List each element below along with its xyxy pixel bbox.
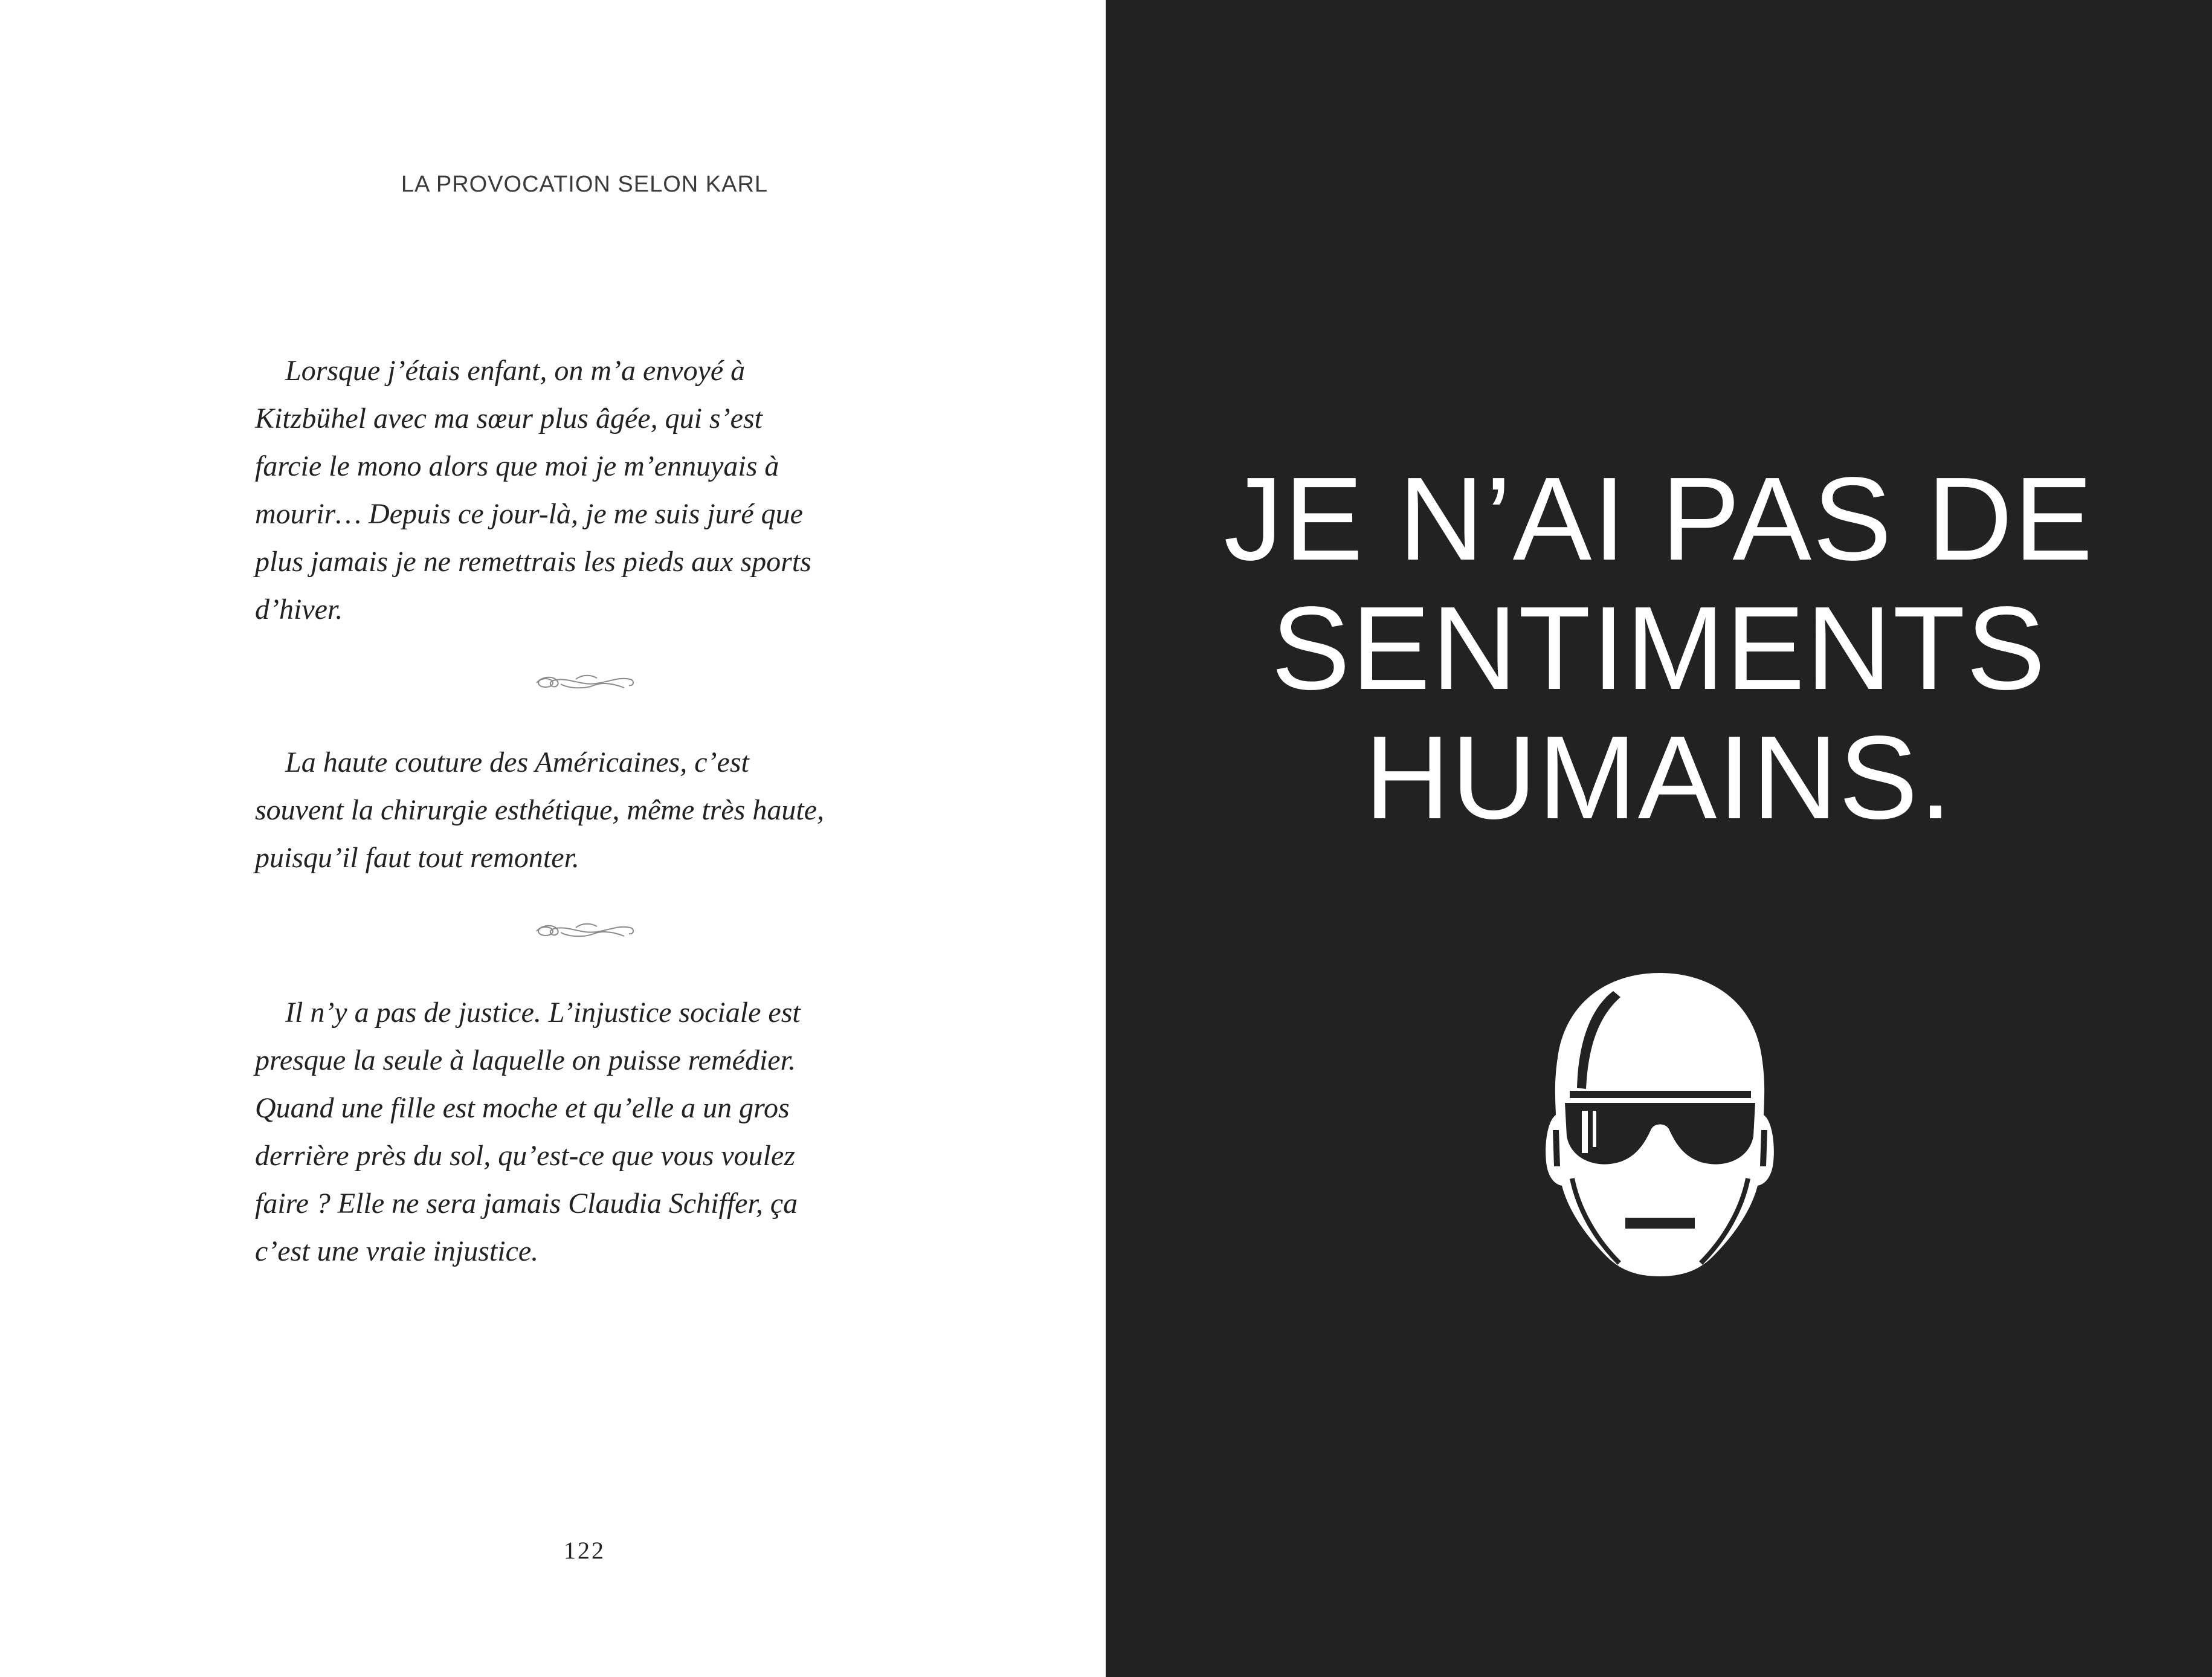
- page-number: 122: [564, 1537, 605, 1564]
- quote-line: farcie le mono alors que moi je m’ennuyais à: [255, 450, 779, 482]
- right-page: [1106, 0, 2212, 1677]
- quote-line: souvent la chirurgie esthétique, même très haute,: [255, 794, 824, 826]
- quote-line: c’est une vraie injustice.: [255, 1235, 539, 1267]
- headline-line: SENTIMENTS: [1271, 582, 2047, 714]
- quote-line: La haute couture des Américaines, c’est: [285, 746, 749, 778]
- quote-line: plus jamais je ne remettrais les pieds aux sports: [255, 546, 811, 578]
- quote-line: faire ? Elle ne sera jamais Claudia Schiffer, ça: [255, 1187, 798, 1220]
- quote-line: Il n’y a pas de justice. L’injustice sociale est: [285, 997, 801, 1029]
- flourish-divider-icon: [534, 919, 636, 943]
- quote-3: [255, 989, 920, 1275]
- quote-line: puisqu’il faut tout remonter.: [255, 842, 579, 874]
- flourish-divider-icon: [534, 671, 636, 695]
- quote-line: mourir… Depuis ce jour-là, je me suis juré que: [255, 498, 803, 530]
- quote-line: derrière près du sol, qu’est-ce que vous voulez: [255, 1140, 795, 1172]
- quote-1: [255, 347, 920, 633]
- karl-lagerfeld-head-icon: [1541, 967, 1779, 1281]
- quote-line: Lorsque j’étais enfant, on m’a envoyé à: [285, 355, 746, 387]
- headline: [1106, 454, 2212, 842]
- quote-line: presque la seule à laquelle on puisse remédier.: [255, 1044, 796, 1076]
- quote-2: [255, 738, 920, 882]
- quote-line: d’hiver.: [255, 593, 343, 625]
- headline-line: JE N’AI PAS DE: [1224, 453, 2094, 585]
- quote-line: Quand une fille est moche et qu’elle a un gros: [255, 1092, 790, 1124]
- quote-line: Kitzbühel avec ma sœur plus âgée, qui s’est: [255, 402, 763, 435]
- running-head: LA PROVOCATION SELON KARL: [401, 172, 769, 197]
- headline-line: HUMAINS.: [1364, 711, 1953, 844]
